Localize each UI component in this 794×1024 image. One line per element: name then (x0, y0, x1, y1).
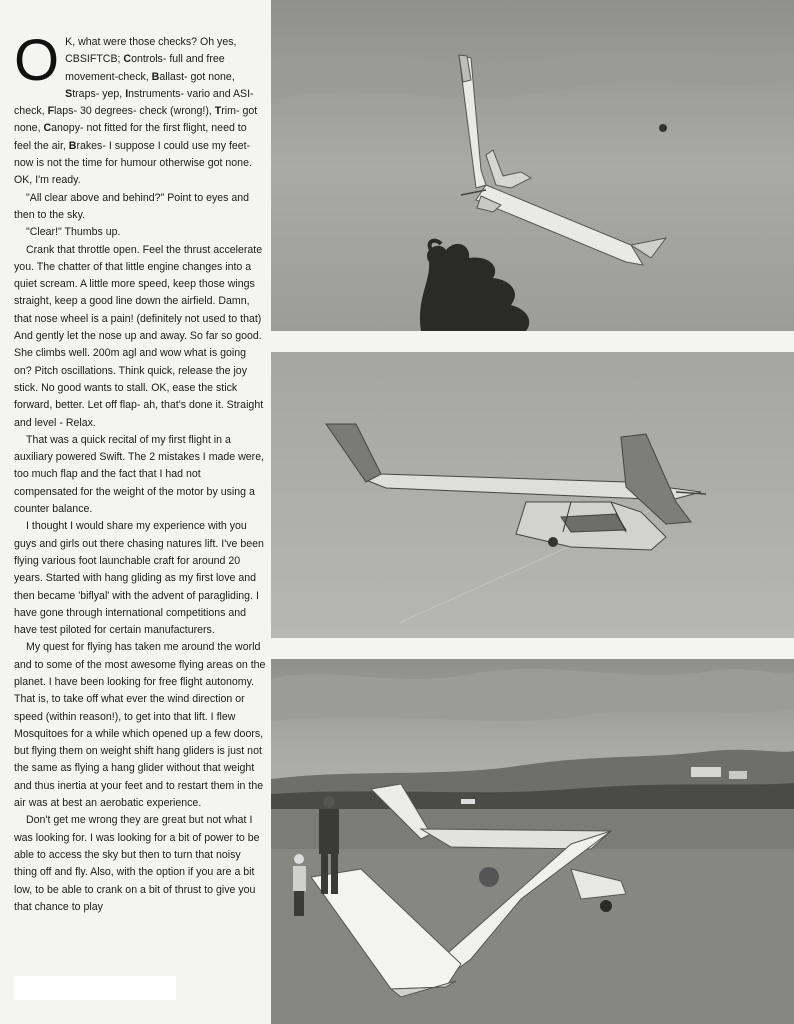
paragraph-3: "Clear!" Thumbs up. (26, 226, 121, 239)
paragraph-1-segment: K, what were those checks? Oh yes, CBSIFTCB; (65, 36, 237, 66)
paragraph-7: My quest for flying has taken me around the world and to some of the most awesome flying areas on the planet. I have been looking for free flight autonomy. That is, to take off what ever the wind direction or speed (within reason!), to get into that lift. I flew Mosquitoes for a while which opened up a few doors, but flying them on weight shift hang gliders is just not the same as flying a hang glider without that weight and thus inertia at your feet and to restart them in the air was at best an aerobatic experience. (14, 641, 266, 810)
checklist-initial: F (47, 105, 55, 118)
paragraph-4: Crank that throttle open. Feel the thrust accelerate you. The chatter of that little engine changes into a quiet scream. A little more speed, keep those wings straight, keep a good line down the airfield. Damn, that nose wheel is a pain! (definitely not used to that) And gently let the nose up and away. So far so good. She climbs well. 200m agl and wow what is going on? Pitch oscillations. Think quick, release the joy stick. No good wants to stall. OK, ease the stick forward, better. Let off flap- ah, that's done it. Straight and level - Relax. (14, 243, 264, 429)
paragraph-1-segment: rim- got none, (14, 105, 258, 135)
blank-label-box (14, 976, 176, 1000)
paragraph-1 (14, 28, 266, 190)
checklist-initial: B (68, 139, 77, 152)
photo-glider-on-ground (271, 659, 794, 1024)
paragraph-1-segment: laps- 30 degrees- check (wrong!), (54, 105, 215, 118)
paragraph-1-segment: allast- got none, (159, 70, 235, 83)
paragraph-6: I thought I would share my experience with you guys and girls out there chasing natures lift. I've been flying various foot launchable craft for around 20 years. Started with hang gliding as my first love and then became 'biflyal' with the advent of paragliding. I have gone through international competitions and have test piloted for certain manufacturers. (14, 520, 264, 637)
paragraph-8: Don't get me wrong they are great but not what I was looking for. I was looking for a bit of power to be able to access the sky but then to turn that noisy thing off and fly. Also, with the option if you are a bit low, to be able to crank on a bit of thrust to give you that chance to play (14, 814, 260, 913)
checklist-initial: T (214, 105, 222, 118)
photo-glider-banking (271, 0, 794, 331)
checklist-initial: C (123, 53, 132, 66)
paragraph-1-segment: nstruments- vario and ASI- check, (14, 87, 254, 118)
paragraph-1-segment: ontrols- full and free movement-check, (65, 53, 225, 83)
checklist-initial: I (125, 87, 129, 100)
paragraph-1-segment: anopy- not fitted for the first flight, need to feel the air, (14, 122, 247, 152)
checklist-initial: C (43, 122, 52, 135)
paragraph-1-segment: rakes- I suppose I could use my feet- now is not the time for humour otherwise got none. OK, I'm ready. (14, 139, 252, 187)
photo-glider-flying (271, 352, 794, 638)
checklist-initial: S (65, 87, 73, 100)
paragraph-2: "All clear above and behind?" Point to eyes and then to the sky. (14, 191, 250, 221)
checklist-initial: B (151, 70, 160, 83)
paragraph-5: That was a quick recital of my first flight in a auxiliary powered Swift. The 2 mistakes I made were, too much flap and the fact that I had not compensated for the weight of the motor by using a counter balance. (14, 433, 265, 516)
drop-cap: O (14, 28, 60, 93)
paragraph-1-segment: traps- yep, (72, 87, 126, 100)
article-column (14, 28, 266, 916)
